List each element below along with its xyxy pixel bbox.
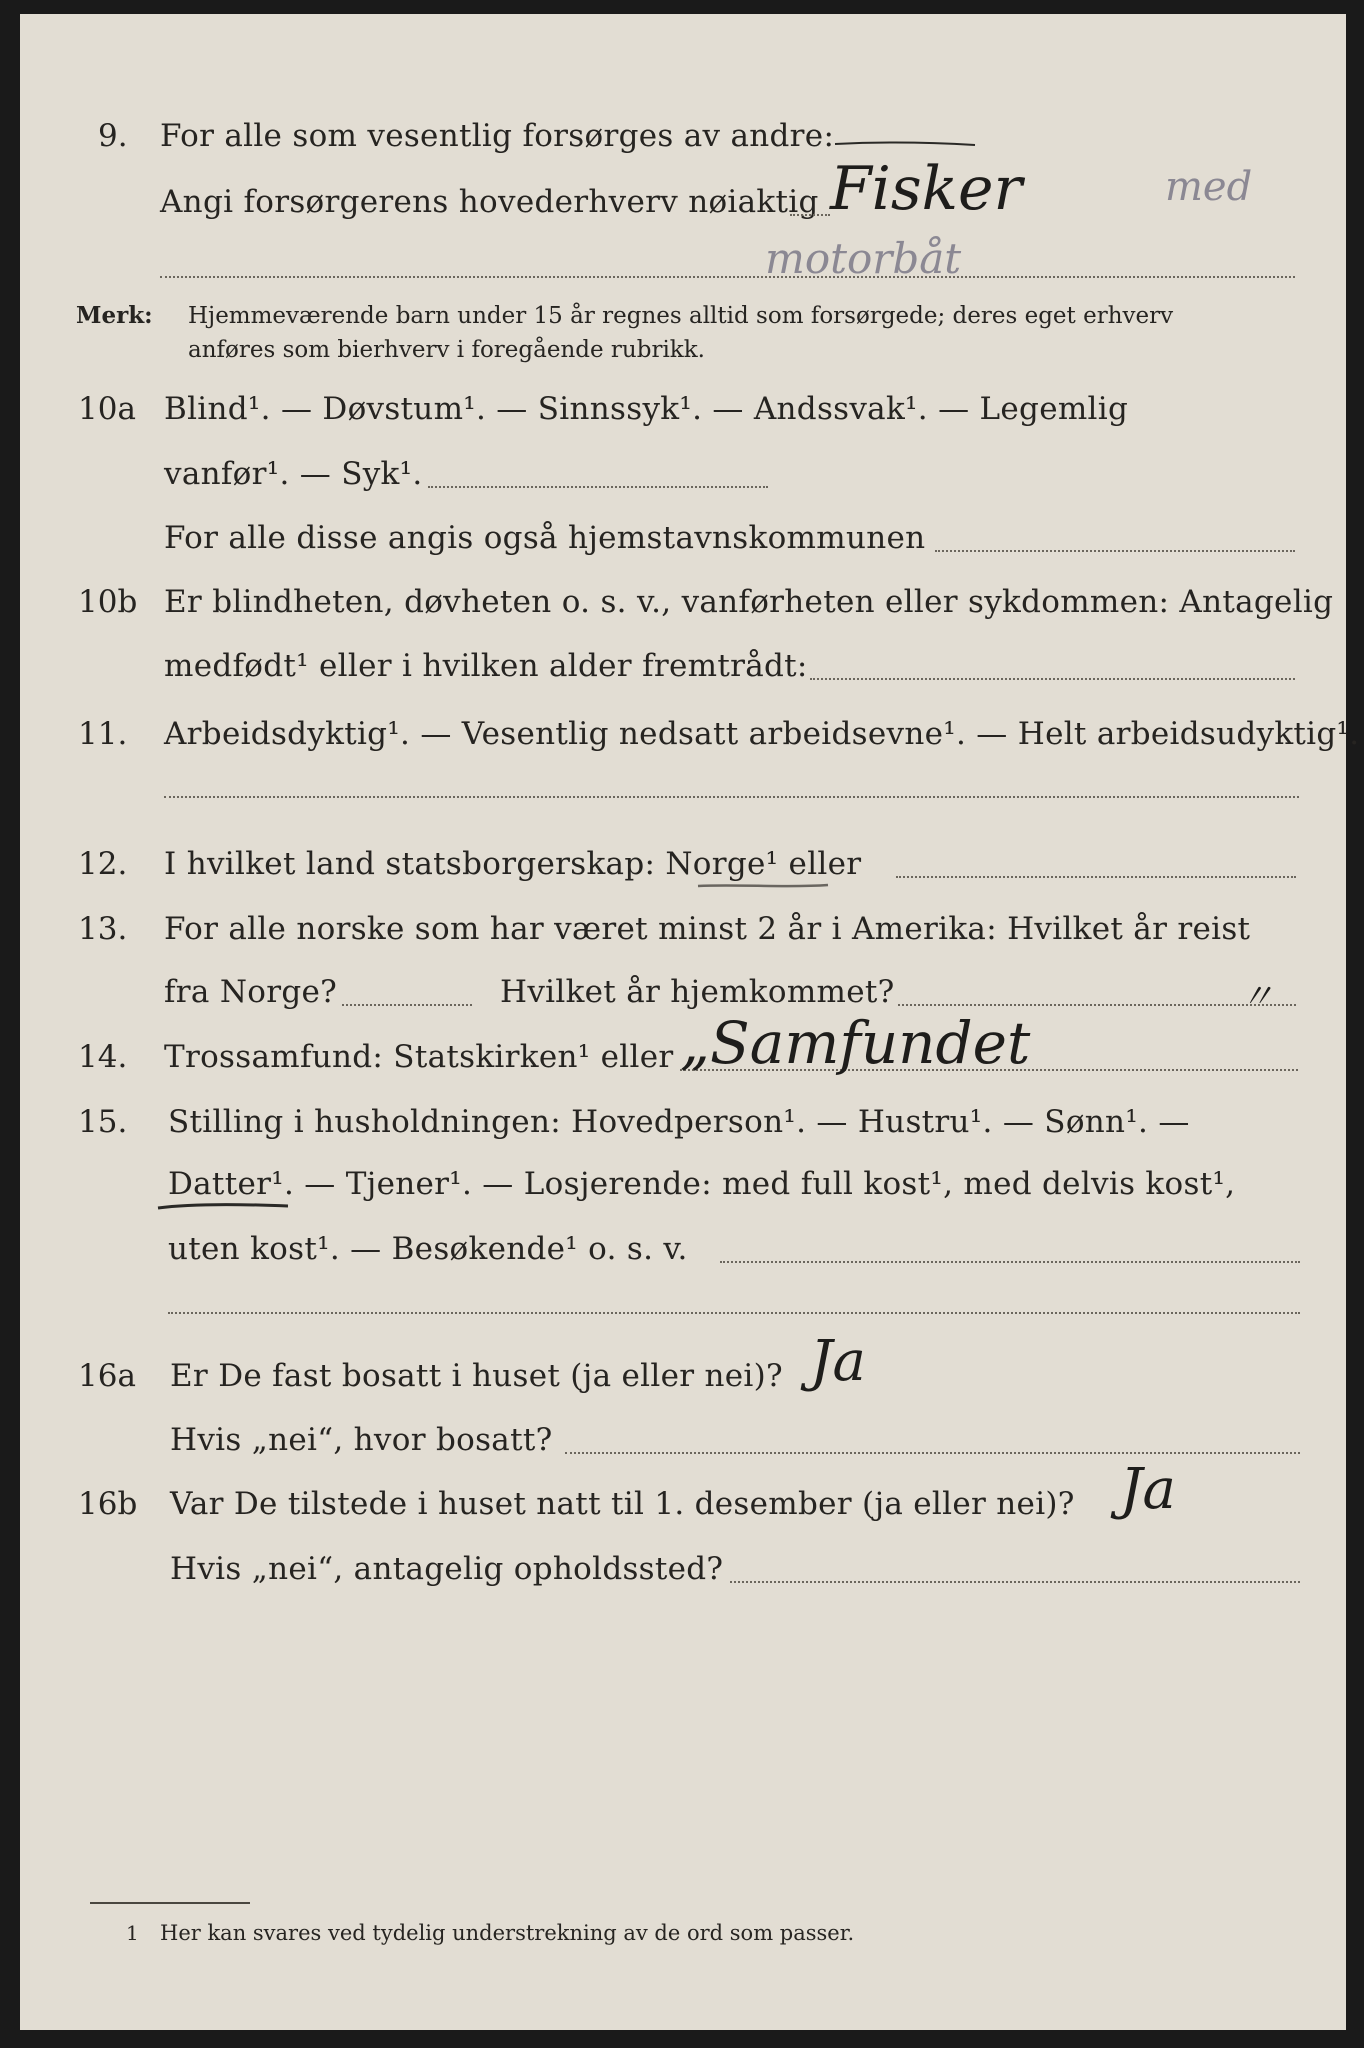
q10a-hometown-line xyxy=(935,550,1295,552)
question-number-13: 13. xyxy=(78,911,128,947)
q16a-answer-line xyxy=(565,1452,1300,1454)
census-form-page xyxy=(20,14,1360,2030)
q15-line2: Datter¹. — Tjener¹. — Losjerende: med full kost¹, med delvis kost¹, xyxy=(168,1166,1236,1202)
footnote-mark: 1 xyxy=(126,1921,139,1945)
q9-line2: Angi forsørgerens hovederhverv nøiaktig xyxy=(160,184,819,220)
question-number-15: 15. xyxy=(78,1104,128,1140)
q9-faint-answer-2: motorbåt xyxy=(765,234,962,283)
q10a-line1: Blind¹. — Døvstum¹. — Sinnssyk¹. — Andssvak¹. — Legemlig xyxy=(164,391,1129,427)
q10b-line1: Er blindheten, døvheten o. s. v., vanførheten eller sykdommen: Antagelig xyxy=(164,584,1334,620)
q10b-line2: medfødt¹ eller i hvilken alder fremtrådt: xyxy=(164,648,808,684)
q16b-line1: Var De tilstede i huset natt til 1. desember (ja eller nei)? xyxy=(170,1486,1075,1522)
q15-line1: Stilling i husholdningen: Hovedperson¹. — Hustru¹. — Sønn¹. — xyxy=(168,1104,1190,1140)
question-number-11: 11. xyxy=(78,716,128,752)
q9-line1: For alle som vesentlig forsørges av andre: xyxy=(160,118,835,154)
q13-return-line xyxy=(898,1004,1296,1006)
q16a-handwritten-answer: Ja xyxy=(810,1329,866,1394)
q14-handwritten-answer: „Samfundet xyxy=(680,1009,1031,1077)
merk-line2: anføres som bierhverv i foregående rubrikk. xyxy=(188,337,705,363)
q9-handwritten-answer: Fisker xyxy=(830,154,1023,224)
q13-line1: For alle norske som har været minst 2 år i Amerika: Hvilket år reist xyxy=(164,911,1251,947)
footnote-text: Her kan svares ved tydelig understrekning av de ord som passer. xyxy=(160,1921,855,1945)
q16b-answer-line xyxy=(730,1581,1300,1583)
q13-line2b: Hvilket år hjemkommet? xyxy=(500,974,895,1010)
q12-norge-underline xyxy=(698,882,828,890)
q11-line1: Arbeidsdyktig¹. — Vesentlig nedsatt arbeidsevne¹. — Helt arbeidsudyktig¹. xyxy=(164,716,1360,752)
q16b-handwritten-answer: Ja xyxy=(1120,1457,1176,1522)
q10a-answer-line xyxy=(428,486,768,488)
q15-answer-line-2 xyxy=(168,1312,1300,1314)
q13-line2a: fra Norge? xyxy=(164,974,338,1010)
q12-text: I hvilket land statsborgerskap: Norge¹ eller xyxy=(164,846,862,882)
q12-answer-line xyxy=(896,876,1296,878)
q9-answer-line-2 xyxy=(160,276,1295,278)
question-number-9: 9. xyxy=(98,118,128,154)
q16b-line2: Hvis „nei“, antagelig opholdssted? xyxy=(170,1551,724,1587)
footnote-rule xyxy=(90,1902,250,1904)
question-number-12: 12. xyxy=(78,846,128,882)
question-number-14: 14. xyxy=(78,1039,128,1075)
q13-ditto-mark: 〃 xyxy=(1240,977,1274,1017)
q16a-line1: Er De fast bosatt i huset (ja eller nei)? xyxy=(170,1358,783,1394)
merk-line1: Hjemmeværende barn under 15 år regnes alltid som forsørgede; deres eget erhverv xyxy=(188,303,1174,329)
q10b-answer-line xyxy=(810,678,1295,680)
question-number-10a: 10a xyxy=(78,391,136,427)
q16a-line2: Hvis „nei“, hvor bosatt? xyxy=(170,1422,553,1458)
q9-answer-line xyxy=(790,214,830,216)
q15-line3: uten kost¹. — Besøkende¹ o. s. v. xyxy=(168,1231,688,1267)
q9-answer-stroke xyxy=(835,142,975,146)
q10a-line2: vanfør¹. — Syk¹. xyxy=(164,456,423,492)
merk-label: Merk: xyxy=(76,302,153,329)
question-number-16a: 16a xyxy=(78,1358,136,1394)
q13-departure-line xyxy=(342,1004,472,1006)
q14-text: Trossamfund: Statskirken¹ eller xyxy=(164,1039,674,1075)
question-number-16b: 16b xyxy=(78,1486,138,1522)
q9-faint-answer-1: med xyxy=(1165,164,1253,210)
q15-answer-line xyxy=(720,1261,1300,1263)
q15-datter-underline xyxy=(158,1202,288,1212)
q10a-line3: For alle disse angis også hjemstavnskommunen xyxy=(164,520,926,556)
question-number-10b: 10b xyxy=(78,584,138,620)
q11-answer-line xyxy=(164,796,1299,798)
